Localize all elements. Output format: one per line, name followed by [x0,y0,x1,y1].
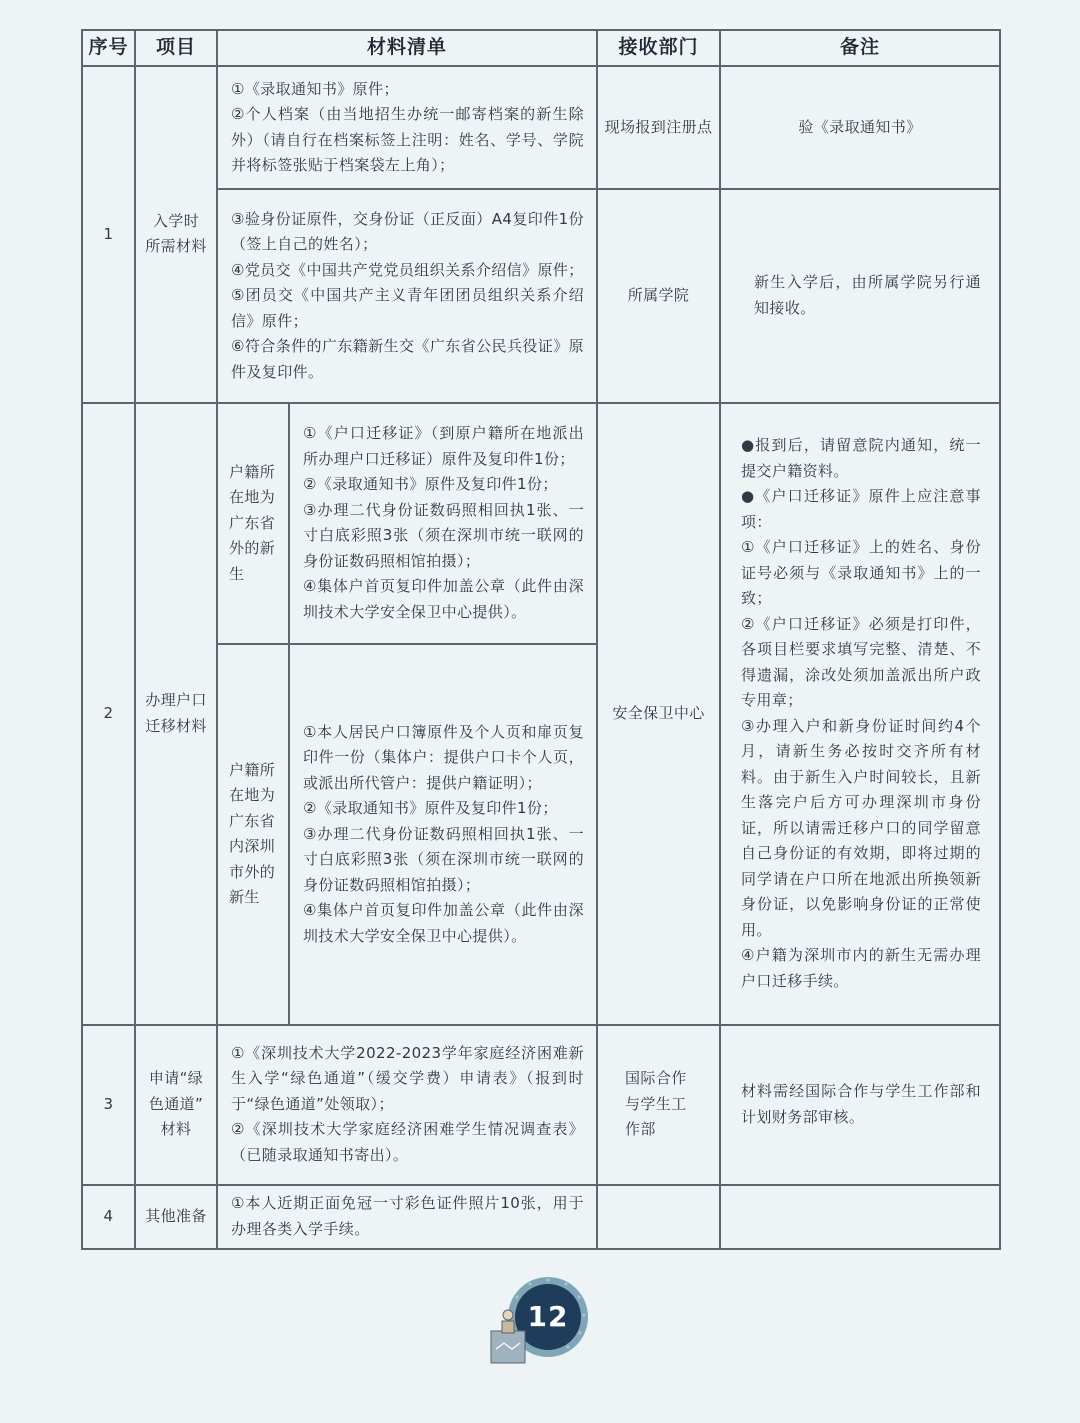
note-cell: 验《录取通知书》 [720,66,1000,189]
department-cell [597,1185,720,1249]
page-number: 12 [527,1300,569,1333]
item-line: 所需材料 [145,237,207,256]
materials-list [217,66,597,189]
header-note: 备注 [720,30,1000,66]
note-cell: 材料需经国际合作与学生工作部和计划财务部审核。 [720,1025,1000,1185]
note-item: ●报到后，请留意院内通知，统一提交户籍资料。 [741,436,982,480]
material-item: ①本人近期正面免冠一寸彩色证件照片10张，用于办理各类入学手续。 [231,1194,585,1238]
note-item: ●《户口迁移证》原件上应注意事项： [741,487,982,531]
material-item: ②《录取通知书》原件及复印件1份； [303,799,558,818]
material-item: ①《户口迁移证》（到原户籍所在地派出所办理户口迁移证）原件及复印件1份； [303,424,585,468]
household-category: 户籍所在地为广东省内深圳市外的新生 [217,644,289,1025]
note-cell: 新生入学后，由所属学院另行通知接收。 [720,189,1000,402]
item-line: 办理户口 [145,691,207,710]
material-item: ①《录取通知书》原件； [231,79,399,98]
table-row [82,1025,1000,1185]
item-line: 色通道” [148,1094,204,1113]
material-item: ④集体户首页复印件加盖公章（此件由深圳技术大学安全保卫中心提供）。 [303,577,585,621]
material-item: ②个人档案（由当地招生办统一邮寄档案的新生除外）（请自行在档案标签上注明：姓名、学号、学院并将标签张贴于档案袋左上角）； [231,105,585,175]
department-cell: 现场报到注册点 [597,66,720,189]
material-item: ③验身份证原件，交身份证（正反面）A4复印件1份（签上自己的姓名）； [231,209,585,254]
header-materials: 材料清单 [217,30,597,66]
header-department: 接收部门 [597,30,720,66]
note-cell [720,403,1000,1025]
materials-list [289,403,597,644]
row-item: 其他准备 [135,1185,217,1249]
department-cell: 国际合作与学生工作部 [597,1025,720,1185]
department-cell: 安全保卫中心 [597,403,720,1025]
note-cell [720,1185,1000,1249]
table-row [82,189,1000,402]
note-item: ②《户口迁移证》必须是打印件，各项目栏要求填写完整、清楚、不得遗漏，涂改处须加盖派出所户政专用章； [741,614,982,710]
materials-list [217,1185,597,1249]
enrollment-materials-table [81,29,1001,1250]
material-item: ⑥符合条件的广东籍新生交《广东省公民兵役证》原件及复印件。 [231,337,585,381]
table-row [82,403,1000,644]
material-item: ③办理二代身份证数码照相回执1张、一寸白底彩照3张（须在深圳市统一联网的身份证数码照相馆拍摄）； [303,500,585,570]
materials-list [289,644,597,1025]
note-item: ①《户口迁移证》上的姓名、身份证号必须与《录取通知书》上的一致； [741,538,982,608]
row-item [135,403,217,1025]
row-number: 1 [82,66,135,403]
row-number: 2 [82,403,135,1025]
item-line: 迁移材料 [145,716,207,735]
material-item: ⑤团员交《中国共产主义青年团团员组织关系介绍信》原件； [231,286,585,330]
materials-list [217,189,597,402]
item-line: 申请“绿 [148,1069,204,1088]
table-header-row [82,30,1000,66]
material-item: ①本人居民户口簿原件及个人页和扉页复印件一份（集体户：提供户口卡个人页，或派出所代管户：提供户籍证明）； [303,722,585,792]
row-item [135,66,217,403]
row-item [135,1025,217,1185]
item-line: 材料 [160,1120,192,1139]
note-item: ③办理入户和新身份证时间约4个月，请新生务必按时交齐所有材料。由于新生入户时间较长，且新生落完户后方可办理深圳市身份证，所以请需迁移户口的同学留意自己身份证的有效期，即将过期的同学请在户口所在地派出所换领新身份证，以免影响身份证的正常使用。 [741,716,982,939]
department-cell: 所属学院 [597,189,720,402]
material-item: ②《录取通知书》原件及复印件1份； [303,475,558,494]
material-item: ③办理二代身份证数码照相回执1张、一寸白底彩照3张（须在深圳市统一联网的身份证数码照相馆拍摄）； [303,824,585,894]
material-item: ②《深圳技术大学家庭经济困难学生情况调查表》（已随录取通知书寄出）。 [231,1120,585,1164]
household-category: 户籍所在地为广东省外的新生 [217,403,289,644]
material-item: ④党员交《中国共产党党员组织关系介绍信》原件； [231,260,584,279]
material-item: ④集体户首页复印件加盖公章（此件由深圳技术大学安全保卫中心提供）。 [303,901,585,945]
note-item: ④户籍为深圳市内的新生无需办理户口迁移手续。 [741,946,982,990]
header-item: 项目 [135,30,217,66]
header-no: 序号 [82,30,135,66]
materials-list [217,1025,597,1185]
table-row [82,1185,1000,1249]
row-number: 4 [82,1185,135,1249]
item-line: 入学时 [152,211,200,230]
row-number: 3 [82,1025,135,1185]
table-row [82,66,1000,189]
material-item: ①《深圳技术大学2022-2023学年家庭经济困难新生入学“绿色通道”（缓交学费）申请表》（报到时于“绿色通道”处领取）； [231,1043,585,1113]
